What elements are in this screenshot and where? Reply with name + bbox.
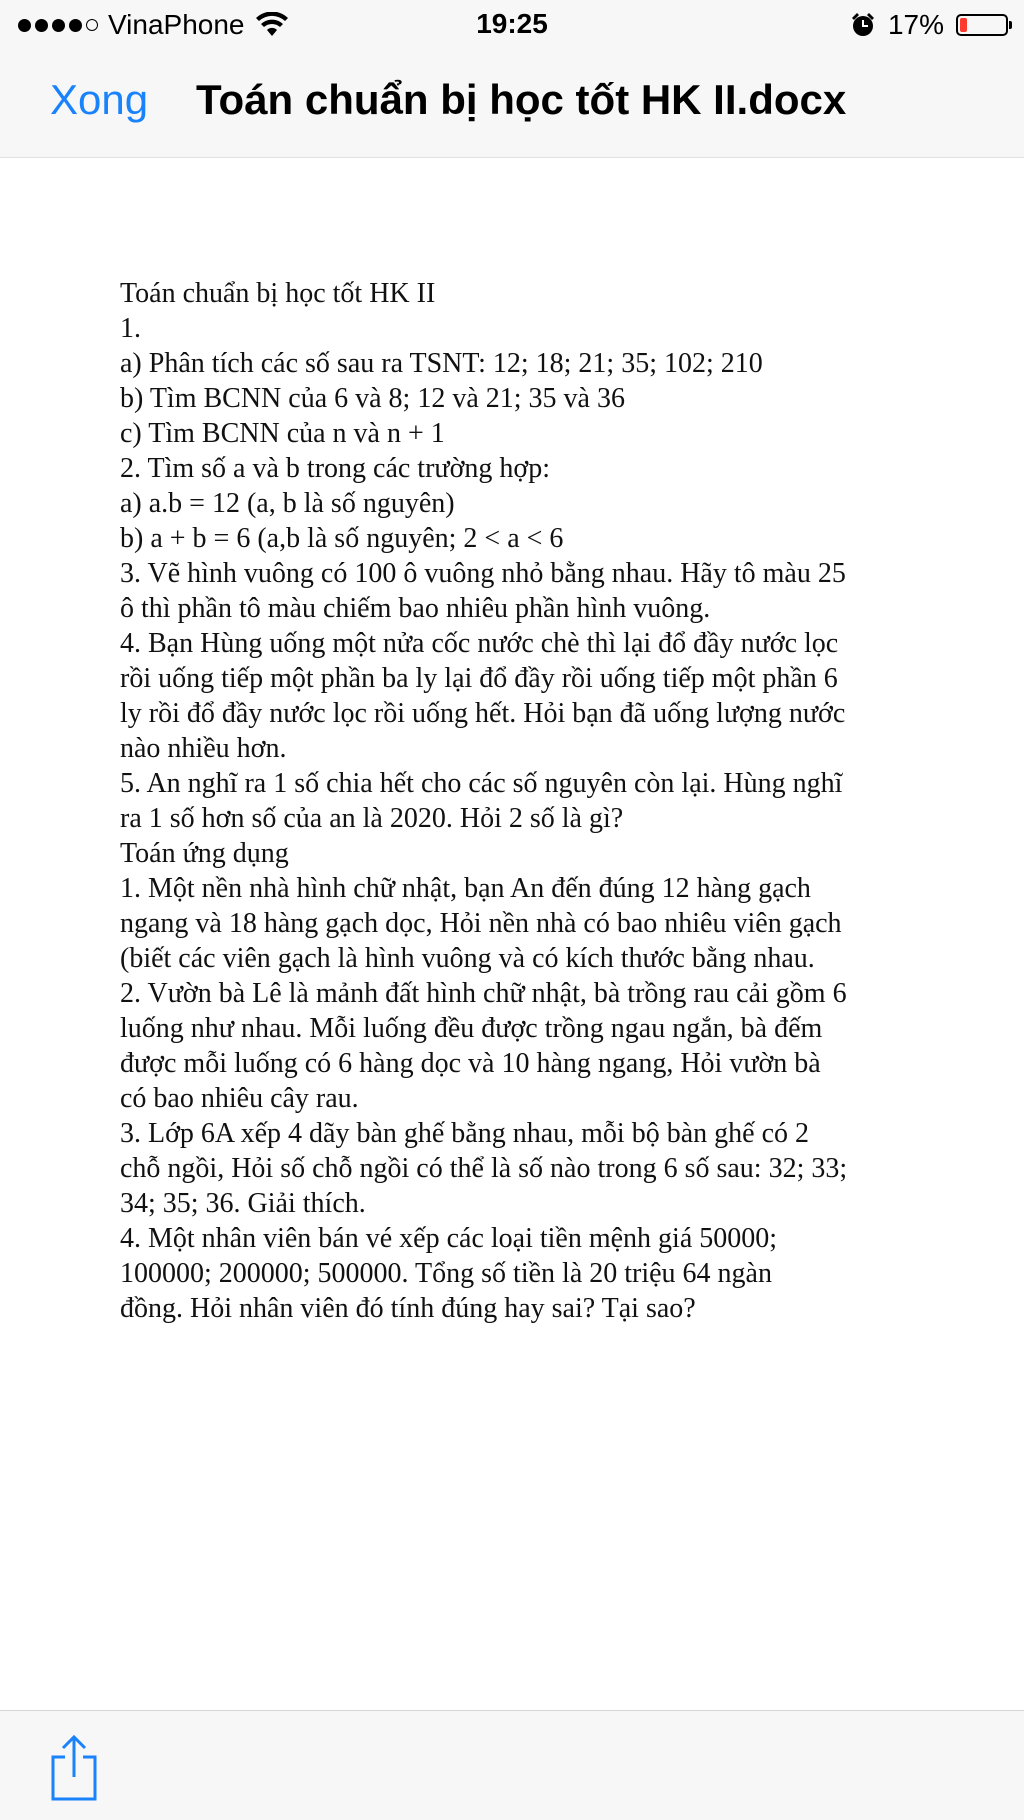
share-button[interactable]	[48, 1733, 100, 1803]
status-right	[850, 8, 1008, 42]
document-line: 3. Lớp 6A xếp 4 dãy bàn ghế bằng nhau, mỗi bộ bàn ghế có 2	[120, 1118, 809, 1149]
document-line: a) Phân tích các số sau ra TSNT: 12; 18; 21; 35; 102; 210	[120, 348, 763, 379]
document-line: luống như nhau. Mỗi luống đều được trồng ngau ngắn, bà đếm	[120, 1013, 823, 1044]
document-line: a) a.b = 12 (a, b là số nguyên)	[120, 488, 455, 519]
done-button[interactable]: Xong	[50, 76, 149, 123]
document-line: 4. Một nhân viên bán vé xếp các loại tiền mệnh giá 50000;	[120, 1223, 778, 1254]
battery-percent: 17%	[887, 9, 944, 40]
document-line: b) a + b = 6 (a,b là số nguyên; 2 < a < 6	[120, 523, 564, 554]
carrier-name: VinaPhone	[108, 9, 245, 40]
document-line: chỗ ngồi, Hỏi số chỗ ngồi có thể là số nào trong 6 số sau: 32; 33;	[120, 1153, 848, 1184]
status-bar	[0, 0, 1024, 50]
alarm-icon	[850, 12, 876, 38]
document-line: ngang và 18 hàng gạch dọc, Hỏi nền nhà có bao nhiêu viên gạch	[120, 908, 842, 939]
clock: 19:25	[476, 8, 548, 39]
document-line: Toán ứng dụng	[120, 838, 289, 869]
document-line: 3. Vẽ hình vuông có 100 ô vuông nhỏ bằng nhau. Hãy tô màu 25	[120, 558, 846, 589]
document-line: 2. Tìm số a và b trong các trường hợp:	[120, 453, 550, 484]
navigation-bar	[0, 50, 1024, 158]
document-line: (biết các viên gạch là hình vuông và có kích thước bằng nhau.	[120, 943, 815, 974]
document-line: 4. Bạn Hùng uống một nửa cốc nước chè thì lại đổ đầy nước lọc	[120, 628, 839, 659]
document-line: được mỗi luống có 6 hàng dọc và 10 hàng ngang, Hỏi vườn bà	[120, 1048, 821, 1079]
document-line: đồng. Hỏi nhân viên đó tính đúng hay sai? Tại sao?	[120, 1293, 696, 1324]
document-line: 2. Vườn bà Lê là mảnh đất hình chữ nhật, bà trồng rau cải gồm 6	[120, 978, 847, 1009]
document-line: 5. An nghĩ ra 1 số chia hết cho các số nguyên còn lại. Hùng nghĩ	[120, 768, 843, 799]
share-icon	[48, 1733, 100, 1803]
document-line: rồi uống tiếp một phần ba ly lại đổ đầy rồi uống tiếp một phần 6	[120, 663, 838, 694]
document-line: 1. Một nền nhà hình chữ nhật, bạn An đến đúng 12 hàng gạch	[120, 873, 811, 904]
document-line: nào nhiều hơn.	[120, 733, 287, 764]
document-line: Toán chuẩn bị học tốt HK II	[120, 278, 436, 309]
document-line: 100000; 200000; 500000. Tổng số tiền là 20 triệu 64 ngàn	[120, 1258, 772, 1289]
document-line: ra 1 số hơn số của an là 2020. Hỏi 2 số là gì?	[120, 803, 624, 834]
document-line: có bao nhiêu cây rau.	[120, 1083, 359, 1114]
document-line: 1.	[120, 313, 141, 344]
document-line: 34; 35; 36. Giải thích.	[120, 1188, 366, 1219]
bottom-toolbar	[0, 1710, 1024, 1820]
battery-icon	[956, 14, 1008, 36]
battery-level	[960, 18, 967, 32]
document-content	[120, 276, 920, 1326]
document-line: ô thì phần tô màu chiếm bao nhiêu phần hình vuông.	[120, 593, 711, 624]
document-line: b) Tìm BCNN của 6 và 8; 12 và 21; 35 và 36	[120, 383, 625, 414]
document-title: Toán chuẩn bị học tốt HK II.docx	[196, 76, 847, 123]
document-line: ly rồi đổ đầy nước lọc rồi uống hết. Hỏi bạn đã uống lượng nước	[120, 698, 846, 729]
document-line: c) Tìm BCNN của n và n + 1	[120, 418, 445, 449]
